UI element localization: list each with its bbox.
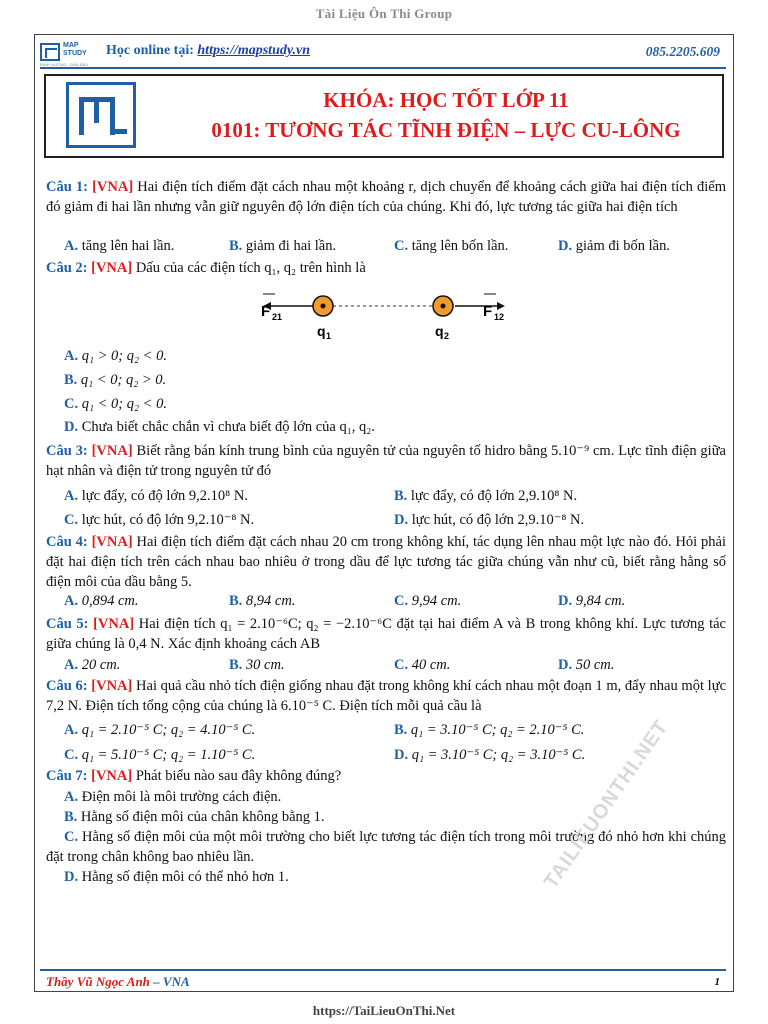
title-box [44,74,724,158]
question-text: Hai điện tích điểm đặt cách nhau 20 cm trong không khí, tác dụng lên nhau một lực nào đó. Hỏi phải đặt hai điện tích trên cách nhau bao nhiêu ở trong dầu để lực tương tác giữa chúng vẫn như cũ, biết rằng hằng số điện môi của dầu bằng 5. [46,534,727,590]
question-text: Hai điện tích điểm đặt cách nhau một khoảng r, dịch chuyển để khoảng cách giữa hai điện tích điểm đó giảm đi hai lần nhưng vẫn giữ nguyên độ lớn điện tích của chúng. Khi đó, lực tương tác giữa hai điện tích [46,179,727,215]
question-5 [46,614,726,654]
question-tag: [VNA] [91,534,133,550]
bottom-site-link[interactable]: https://TaiLieuOnThi.Net [312,1003,456,1018]
mapstudy-logo [40,42,102,67]
q1-option-d: D. giảm đi bốn lần. [558,238,670,254]
question-tag: [VNA] [91,260,133,276]
course-title: KHÓA: HỌC TỐT LỚP 11 [323,88,569,112]
online-label: Học online tại: [106,43,194,58]
q3-option-c: C. lực hút, có độ lớn 9,2.10⁻⁸ N. [64,512,255,528]
question-tag: [VNA] [92,179,134,195]
q4-option-d: D. 9,84 cm. [558,593,626,609]
top-banner: Tài Liệu Ôn Thi Group [315,6,453,21]
q5-option-d: D. 50 cm. [558,657,615,673]
q7-option-a: A. Điện môi là môi trường cách điện. [64,789,282,805]
question-number: Câu 3: [46,443,88,459]
q1-option-c: C. tăng lên bốn lần. [394,238,509,254]
question-tag: [VNA] [91,678,133,694]
q6-option-c: C. q₁ = 5.10⁻⁵ C; q₂ = 1.10⁻⁵ C. [64,747,256,763]
q1-label: q [317,323,326,339]
q2-option-c: C. q₁ < 0; q₂ < 0. [64,396,167,412]
f12-subscript: 12 [494,312,505,322]
question-text: Hai quả cầu nhỏ tích điện giống nhau đặt trong không khí cách nhau một đoạn 1 m, đẩy nhau một lực 7,2 N. Điện tích tổng cộng của chúng là 6.10⁻⁵ C. Điện tích mỗi quả cầu là [46,678,727,714]
q7-option-b: B. Hằng số điện môi của chân không bằng 1. [64,809,325,825]
logo-text: MAP STUDY [63,42,87,57]
question-2 [46,258,726,278]
q2-option-b: B. q₁ < 0; q₂ > 0. [64,372,167,388]
q5-option-c: C. 40 cm. [394,657,451,673]
page-number: 1 [714,976,720,988]
q2-label: q [435,323,444,339]
question-text: Dấu của các điện tích q₁, q₂ trên hình là [135,260,366,276]
q1-subscript: 1 [326,331,332,341]
question-text: Phát biểu nào sau đây không đúng? [135,768,342,784]
question-number: Câu 1: [46,179,88,195]
q1-option-a: A. tăng lên hai lần. [64,238,175,254]
q6-option-a: A. q₁ = 2.10⁻⁵ C; q₂ = 4.10⁻⁵ C. [64,722,256,738]
page-header [40,40,726,66]
footer-divider [40,969,726,971]
q2-option-a: A. q₁ > 0; q₂ < 0. [64,348,167,364]
question-number: Câu 2: [46,260,88,276]
f21-subscript: 21 [272,312,283,322]
question-number: Câu 6: [46,678,88,694]
q2-option-d: D. Chưa biết chắc chắn vì chưa biết độ lớn của q₁, q₂. [64,419,375,435]
q6-option-b: B. q₁ = 3.10⁻⁵ C; q₂ = 2.10⁻⁵ C. [394,722,585,738]
logo-subtext: ĐỊNH HƯỚNG - DẪN ĐẦU [40,62,89,67]
q5-option-b: B. 30 cm. [229,657,285,673]
question-text: Biết rằng bán kính trung bình của nguyên tử của nguyên tố hidro bằng 5.10⁻⁹ cm. Lực tĩnh điện giữa hạt nhân và điện tử trong nguyên tử đó [46,443,726,479]
topic-title: 0101: TƯƠNG TÁC TĨNH ĐIỆN – LỰC CU-LÔNG [211,118,681,142]
question-number: Câu 7: [46,768,88,784]
header-divider [40,67,726,69]
watermark-text: TAILIEUONTHI.NET [540,716,673,893]
teacher-credit: Thầy Vũ Ngọc Anh – VNA [46,974,190,989]
logo-mark-icon [40,43,60,61]
q2-subscript: 2 [444,331,450,341]
q5-option-a: A. 20 cm. [64,657,121,673]
question-6 [46,676,726,716]
q3-option-d: D. lực hút, có độ lớn 2,9.10⁻⁸ N. [394,512,585,528]
question-text: Hai điện tích q₁ = 2.10⁻⁶C; q₂ = −2.10⁻⁶C đặt tại hai điểm A và B trong không khí. Lực tương tác giữa chúng là 0,4 N. Xác định khoảng cách AB [46,616,726,652]
phone-number: 085.2205.609 [645,44,720,59]
q4-option-a: A. 0,894 cm. [64,593,139,609]
question-tag: [VNA] [93,616,135,632]
q6-option-d: D. q₁ = 3.10⁻⁵ C; q₂ = 3.10⁻⁵ C. [394,747,586,763]
question-3 [46,441,726,481]
q3-option-a: A. lực đẩy, có độ lớn 9,2.10⁸ N. [64,488,248,504]
q7-option-d: D. Hằng số điện môi có thể nhỏ hơn 1. [64,869,289,885]
q4-option-b: B. 8,94 cm. [229,593,296,609]
question-4 [46,532,726,592]
q1-option-b: B. giảm đi hai lần. [229,238,337,254]
online-url-link[interactable]: https://mapstudy.vn [197,43,311,58]
question-tag: [VNA] [91,443,133,459]
q3-option-b: B. lực đẩy, có độ lớn 2,9.10⁸ N. [394,488,578,504]
q7-option-c: C. Hằng số điện môi của một môi trường cho biết lực tương tác điện tích trong môi trường đó nhỏ hơn khi chúng đặt trong chân không bao nhiêu lần. [46,829,727,865]
question-tag: [VNA] [91,768,133,784]
f21-label: F [261,303,271,320]
charges-figure [255,288,515,344]
question-number: Câu 5: [46,616,89,632]
f12-label: F [483,303,493,320]
question-number: Câu 4: [46,534,88,550]
q4-option-c: C. 9,94 cm. [394,593,462,609]
question-1 [46,177,726,217]
online-info [106,43,310,59]
m-logo-icon [66,82,136,148]
